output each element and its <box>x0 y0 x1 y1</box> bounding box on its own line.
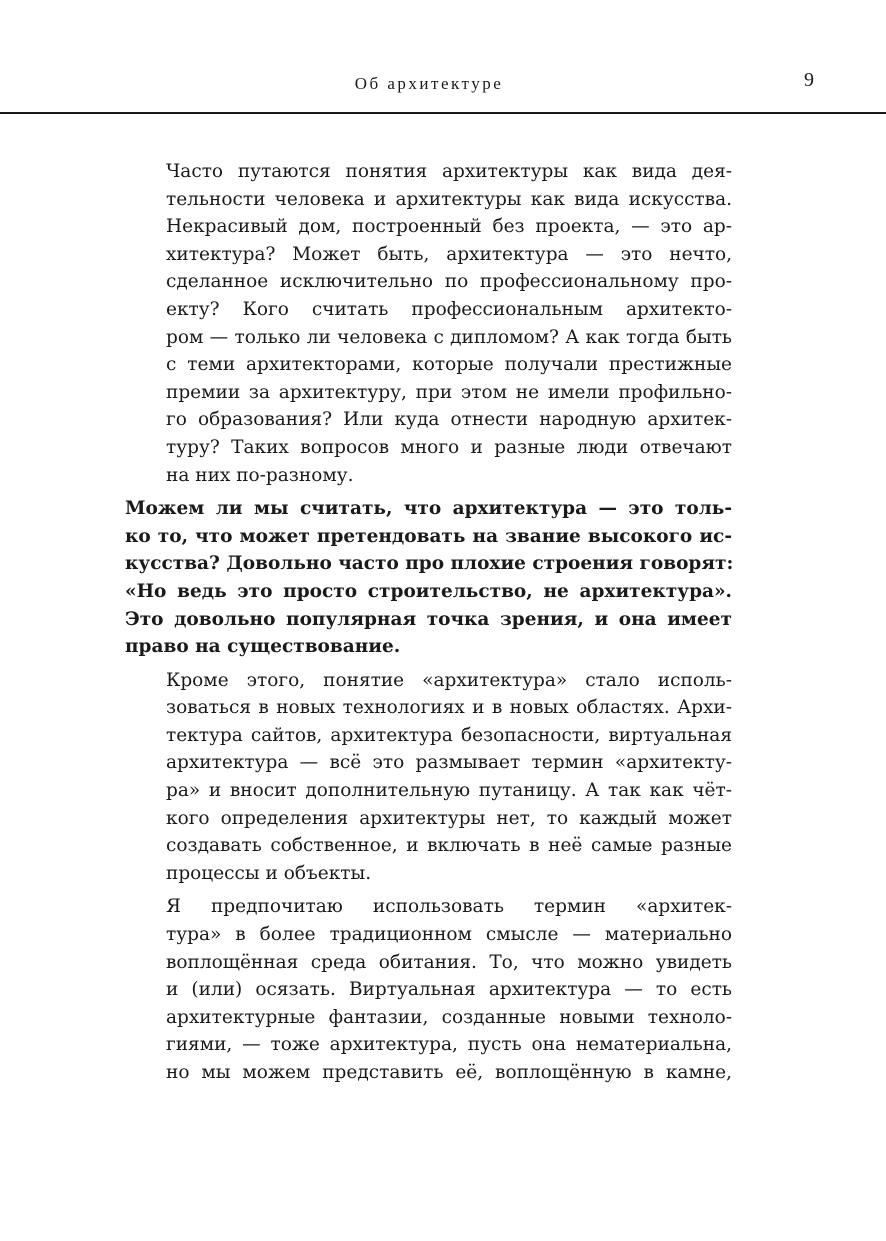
text-line: ром — только ли человека с дипломом? А как тогда быть <box>166 326 732 348</box>
text-line: право на существование. <box>125 636 401 658</box>
text-line: архитектурные фантазии, созданные новыми техноло- <box>166 1006 732 1028</box>
text-line: гиями, — тоже архитектура, пусть она нематериальна, <box>166 1034 732 1056</box>
text-line: Часто путаются понятия архитектуры как вида дея- <box>166 161 732 182</box>
text-line: тельности человека и архитектуры как вида искусства. <box>166 188 732 210</box>
text-line: хитектура? Может быть, архитектура — это нечто, <box>166 243 732 265</box>
paragraph-4 <box>125 893 732 1086</box>
paragraph-1 <box>125 158 732 489</box>
text-line: Это довольно популярная точка зрения, и она имеет <box>125 608 732 630</box>
text-line: тура» в более традиционном смысле — материально <box>166 924 732 946</box>
text-line: туру? Таких вопросов много и разные люди отвечают <box>166 436 732 458</box>
text-line: ра» и вносит дополнительную путаницу. А так как чёт- <box>166 780 732 802</box>
text-line: сделанное исключительно по профессиональному про- <box>166 271 732 293</box>
text-line: с теми архитекторами, которые получали престижные <box>166 354 732 376</box>
text-line: кусства? Довольно часто про плохие строения говорят: <box>125 553 734 575</box>
text-line: воплощённая среда обитания. То, что можно увидеть <box>166 951 732 973</box>
paragraph-3 <box>125 667 732 888</box>
text-line: архитектура — всё это размывает термин «архитекту- <box>166 752 732 774</box>
text-line: зоваться в новых технологиях и в новых областях. Архи- <box>166 697 732 719</box>
text-line: екту? Кого считать профессиональным архитекто- <box>166 298 732 320</box>
paragraph-2-emphasis <box>125 495 732 661</box>
text-line: Можем ли мы считать, что архитектура — это толь- <box>125 498 732 520</box>
text-line: создавать собственное, и включать в неё самые разные <box>166 835 732 857</box>
text-line: и (или) осязать. Виртуальная архитектура — то есть <box>166 979 732 1001</box>
text-line: кого определения архитектуры нет, то каждый может <box>166 807 732 829</box>
text-line: Некрасивый дом, построенный без проекта, — это ар- <box>166 216 732 238</box>
text-line: процессы и объекты. <box>166 862 372 884</box>
text-line: на них по-разному. <box>166 464 354 486</box>
text-line: премии за архитектуру, при этом не имели профильно- <box>166 381 732 403</box>
text-line: тектура сайтов, архитектура безопасности, виртуальная <box>166 724 732 746</box>
text-line: Я предпочитаю использовать термин «архитек- <box>166 896 732 918</box>
text-line: го образования? Или куда отнести народную архитек- <box>166 409 732 431</box>
page-number: 9 <box>804 69 814 91</box>
text-line: «Но ведь это просто строительство, не архитектура». <box>125 580 732 602</box>
text-line: Кроме этого, понятие «архитектура» стало исполь- <box>166 669 732 691</box>
text-line: ко то, что может претендовать на звание высокого ис- <box>125 525 732 547</box>
text-line: но мы можем представить её, воплощённую в камне, <box>166 1062 732 1083</box>
running-title: Об архитектуре <box>354 74 504 93</box>
body-text <box>125 158 732 1087</box>
header-rule <box>0 112 886 114</box>
